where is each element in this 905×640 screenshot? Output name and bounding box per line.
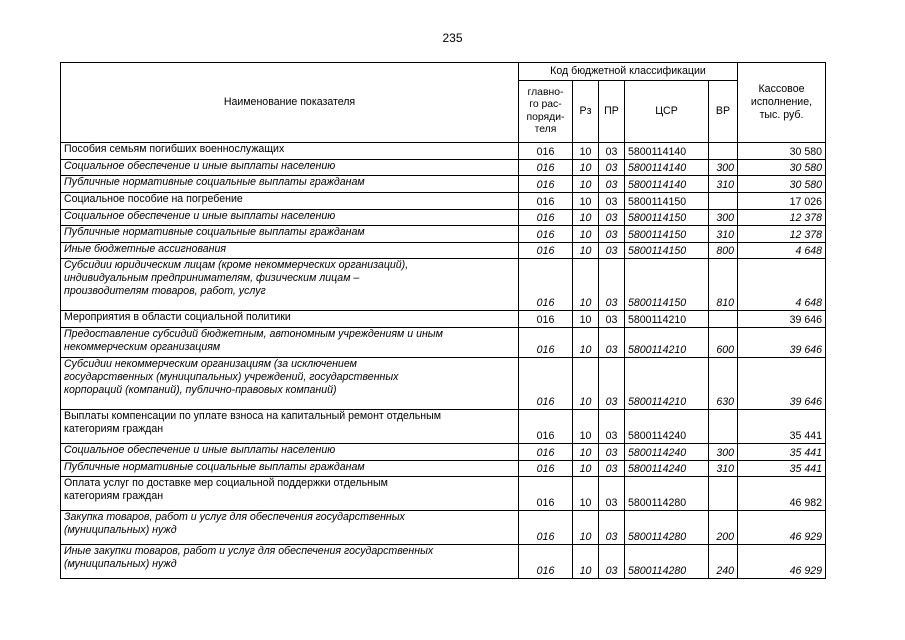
cell-name: Субсидии юридическим лицам (кроме некоммерческих организаций), индивидуальным предпринимателям, физическим лицам – производителям товаров, работ, услуг (61, 259, 519, 311)
cell-name: Пособия семьям погибших военнослужащих (61, 143, 519, 160)
cell-glava: 016 (519, 210, 573, 226)
cell-name: Иные бюджетные ассигнования (61, 243, 519, 259)
cell-amount: 17 026 (738, 193, 826, 210)
cell-vr: 630 (709, 358, 738, 410)
cell-amount: 46 929 (738, 511, 826, 545)
table-row (61, 545, 826, 579)
cell-csr: 5800114240 (625, 444, 709, 461)
cell-amount: 35 441 (738, 444, 826, 461)
cell-pr: 03 (599, 444, 625, 461)
cell-pr: 03 (599, 477, 625, 511)
cell-rz: 10 (573, 143, 599, 160)
cell-pr: 03 (599, 358, 625, 410)
cell-vr: 600 (709, 328, 738, 358)
cell-csr: 5800114210 (625, 358, 709, 410)
cell-vr: 800 (709, 243, 738, 259)
cell-vr: 310 (709, 176, 738, 193)
cell-csr: 5800114240 (625, 410, 709, 444)
cell-pr: 03 (599, 410, 625, 444)
table-row (61, 176, 826, 193)
cell-csr: 5800114150 (625, 259, 709, 311)
cell-rz: 10 (573, 477, 599, 511)
cell-csr: 5800114280 (625, 477, 709, 511)
cell-csr: 5800114240 (625, 461, 709, 477)
cell-vr (709, 143, 738, 160)
header-vr: ВР (709, 81, 738, 143)
cell-glava: 016 (519, 259, 573, 311)
table-row (61, 160, 826, 176)
cell-glava: 016 (519, 461, 573, 477)
table-row (61, 243, 826, 259)
cell-rz: 10 (573, 176, 599, 193)
cell-pr: 03 (599, 311, 625, 328)
cell-glava: 016 (519, 143, 573, 160)
cell-pr: 03 (599, 243, 625, 259)
header-glava: главно- го рас- поряди- теля (519, 81, 573, 143)
cell-pr: 03 (599, 143, 625, 160)
cell-pr: 03 (599, 160, 625, 176)
cell-name: Публичные нормативные социальные выплаты гражданам (61, 176, 519, 193)
table-row (61, 311, 826, 328)
cell-pr: 03 (599, 328, 625, 358)
cell-pr: 03 (599, 259, 625, 311)
table-row (61, 226, 826, 243)
header-name: Наименование показателя (61, 63, 519, 143)
cell-glava: 016 (519, 226, 573, 243)
cell-csr: 5800114140 (625, 176, 709, 193)
cell-glava: 016 (519, 160, 573, 176)
cell-rz: 10 (573, 444, 599, 461)
cell-pr: 03 (599, 461, 625, 477)
cell-amount: 12 378 (738, 210, 826, 226)
cell-pr: 03 (599, 545, 625, 579)
cell-rz: 10 (573, 545, 599, 579)
cell-rz: 10 (573, 328, 599, 358)
cell-csr: 5800114210 (625, 311, 709, 328)
cell-name: Публичные нормативные социальные выплаты гражданам (61, 226, 519, 243)
page-number: 235 (442, 31, 463, 45)
cell-name: Закупка товаров, работ и услуг для обеспечения государственных (муниципальных) нужд (61, 511, 519, 545)
cell-amount: 12 378 (738, 226, 826, 243)
header-kbk-group: Код бюджетной классификации (519, 63, 738, 81)
cell-vr (709, 311, 738, 328)
table-row (61, 461, 826, 477)
table-header (61, 63, 826, 143)
cell-glava: 016 (519, 545, 573, 579)
cell-pr: 03 (599, 193, 625, 210)
cell-amount: 35 441 (738, 461, 826, 477)
cell-name: Социальное пособие на погребение (61, 193, 519, 210)
table-row (61, 358, 826, 410)
cell-vr: 300 (709, 160, 738, 176)
cell-rz: 10 (573, 461, 599, 477)
header-csr: ЦСР (625, 81, 709, 143)
budget-table (60, 62, 826, 579)
cell-rz: 10 (573, 160, 599, 176)
cell-amount: 39 646 (738, 311, 826, 328)
cell-amount: 30 580 (738, 160, 826, 176)
cell-vr: 240 (709, 545, 738, 579)
table-body (61, 143, 826, 579)
cell-pr: 03 (599, 210, 625, 226)
cell-vr: 300 (709, 210, 738, 226)
header-pr: ПР (599, 81, 625, 143)
cell-rz: 10 (573, 226, 599, 243)
cell-name: Субсидии некоммерческим организациям (за исключением государственных (муниципальных) учреждений, государственных корпораций (компаний), публично-правовых компаний) (61, 358, 519, 410)
cell-csr: 5800114280 (625, 511, 709, 545)
cell-name: Оплата услуг по доставке мер социальной поддержки отдельным категориям граждан (61, 477, 519, 511)
cell-vr (709, 193, 738, 210)
table-row (61, 444, 826, 461)
table-row (61, 410, 826, 444)
header-amount: Кассовое исполнение, тыс. руб. (738, 63, 826, 143)
cell-csr: 5800114150 (625, 226, 709, 243)
cell-amount: 46 929 (738, 545, 826, 579)
cell-rz: 10 (573, 193, 599, 210)
cell-amount: 35 441 (738, 410, 826, 444)
cell-glava: 016 (519, 328, 573, 358)
cell-name: Публичные нормативные социальные выплаты гражданам (61, 461, 519, 477)
cell-pr: 03 (599, 226, 625, 243)
cell-csr: 5800114150 (625, 193, 709, 210)
cell-rz: 10 (573, 259, 599, 311)
table-row (61, 143, 826, 160)
table-row (61, 210, 826, 226)
cell-name: Социальное обеспечение и иные выплаты населению (61, 210, 519, 226)
cell-vr: 810 (709, 259, 738, 311)
table-row (61, 511, 826, 545)
cell-csr: 5800114140 (625, 160, 709, 176)
cell-vr: 200 (709, 511, 738, 545)
cell-amount: 30 580 (738, 143, 826, 160)
cell-name: Мероприятия в области социальной политики (61, 311, 519, 328)
cell-glava: 016 (519, 444, 573, 461)
table-row (61, 259, 826, 311)
header-rz: Рз (573, 81, 599, 143)
table-row (61, 193, 826, 210)
cell-amount: 4 648 (738, 243, 826, 259)
cell-rz: 10 (573, 311, 599, 328)
cell-amount: 30 580 (738, 176, 826, 193)
table-row (61, 328, 826, 358)
cell-name: Иные закупки товаров, работ и услуг для обеспечения государственных (муниципальных) нужд (61, 545, 519, 579)
cell-glava: 016 (519, 193, 573, 210)
cell-glava: 016 (519, 477, 573, 511)
cell-name: Выплаты компенсации по уплате взноса на капитальный ремонт отдельным категориям граждан (61, 410, 519, 444)
cell-csr: 5800114150 (625, 210, 709, 226)
cell-glava: 016 (519, 243, 573, 259)
cell-vr: 310 (709, 226, 738, 243)
cell-glava: 016 (519, 410, 573, 444)
cell-vr (709, 410, 738, 444)
table-row (61, 477, 826, 511)
cell-vr (709, 477, 738, 511)
cell-amount: 39 646 (738, 328, 826, 358)
cell-vr: 300 (709, 444, 738, 461)
cell-csr: 5800114210 (625, 328, 709, 358)
cell-rz: 10 (573, 243, 599, 259)
cell-name: Социальное обеспечение и иные выплаты населению (61, 160, 519, 176)
cell-pr: 03 (599, 176, 625, 193)
cell-name: Социальное обеспечение и иные выплаты населению (61, 444, 519, 461)
cell-glava: 016 (519, 511, 573, 545)
cell-rz: 10 (573, 511, 599, 545)
cell-glava: 016 (519, 176, 573, 193)
cell-vr: 310 (709, 461, 738, 477)
cell-csr: 5800114140 (625, 143, 709, 160)
cell-glava: 016 (519, 311, 573, 328)
cell-csr: 5800114150 (625, 243, 709, 259)
cell-amount: 39 646 (738, 358, 826, 410)
cell-rz: 10 (573, 410, 599, 444)
cell-pr: 03 (599, 511, 625, 545)
cell-amount: 4 648 (738, 259, 826, 311)
cell-rz: 10 (573, 358, 599, 410)
cell-glava: 016 (519, 358, 573, 410)
cell-amount: 46 982 (738, 477, 826, 511)
cell-rz: 10 (573, 210, 599, 226)
cell-csr: 5800114280 (625, 545, 709, 579)
cell-name: Предоставление субсидий бюджетным, автономным учреждениям и иным некоммерческим организациям (61, 328, 519, 358)
